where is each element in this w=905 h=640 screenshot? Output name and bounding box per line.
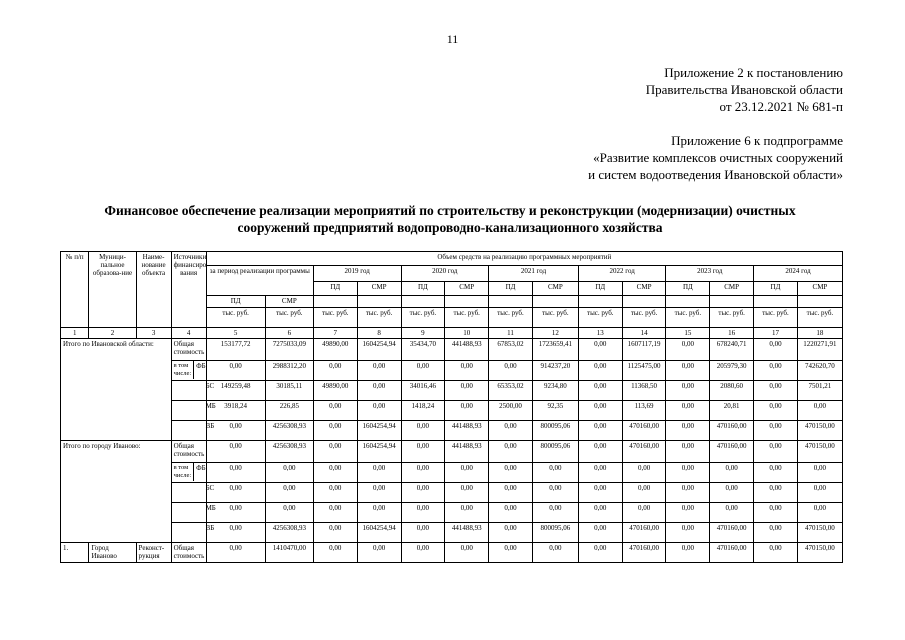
value-cell: 0,00 [206,361,265,381]
unit-cell: тыс. руб. [489,308,533,328]
page-number: 11 [446,32,459,46]
document-title [40,202,860,236]
value-cell: 0,00 [666,543,710,563]
column-number: 2 [89,328,136,339]
group-label: Итого по Ивановской области: [61,339,172,441]
unit-cell: тыс. руб. [710,308,754,328]
value-cell: 0,00 [754,543,798,563]
value-cell: 2988312,20 [265,361,313,381]
value-cell: 0,00 [710,463,754,483]
value-cell: 1604254,94 [357,421,401,441]
header-year: 2019 год [313,266,401,282]
value-cell: 1604254,94 [357,441,401,463]
column-number: 18 [797,328,842,339]
value-cell: 1607117,19 [622,339,666,361]
column-number: 13 [578,328,622,339]
value-cell: 0,00 [754,483,798,503]
value-cell: 1220271,91 [797,339,842,361]
value-cell: 470160,00 [622,543,666,563]
group-label: Итого по городу Иваново: [61,441,172,543]
header-spacer [401,296,445,308]
header-pd: ПД [578,282,622,296]
value-cell: 4256308,93 [265,523,313,543]
header-pd: ПД [206,296,265,308]
unit-cell: тыс. руб. [622,308,666,328]
column-number: 5 [206,328,265,339]
value-cell: 0,00 [489,441,533,463]
header-num: № п/п [61,252,89,328]
value-cell: 0,00 [313,361,357,381]
value-cell: 0,00 [797,483,842,503]
value-cell: 441488,93 [445,441,489,463]
value-cell: 35434,70 [401,339,445,361]
column-number: 10 [445,328,489,339]
value-cell: 0,00 [357,401,401,421]
column-number: 9 [401,328,445,339]
source-split [171,361,206,381]
value-cell: 0,00 [754,463,798,483]
column-number: 14 [622,328,666,339]
value-cell: 470160,00 [710,441,754,463]
header-smr: СМР [622,282,666,296]
value-cell: 0,00 [666,381,710,401]
value-cell: 11368,50 [622,381,666,401]
value-cell: 0,00 [666,401,710,421]
source-label: БС [171,381,206,401]
value-cell: 0,00 [445,361,489,381]
header-object: Наиме-нование объекта [136,252,171,328]
value-cell: 3918,24 [206,401,265,421]
header-spacer [754,296,798,308]
value-cell: 30185,11 [265,381,313,401]
value-cell: 0,00 [666,483,710,503]
value-cell: 7501,21 [797,381,842,401]
table-row [61,381,843,401]
unit-cell: тыс. руб. [532,308,578,328]
value-cell: 0,00 [797,401,842,421]
header-year: 2020 год [401,266,489,282]
value-cell: 49890,00 [313,339,357,361]
value-cell: 0,00 [357,463,401,483]
appendix-subprogram [588,132,843,183]
value-cell: 65353,02 [489,381,533,401]
header-year: 2021 год [489,266,579,282]
value-cell: 4256308,93 [265,421,313,441]
column-number: 17 [754,328,798,339]
header-spacer [710,296,754,308]
value-cell: 0,00 [666,503,710,523]
header-volume: Объем средств на реализацию программных мероприятий [206,252,842,266]
header-smr: СМР [445,282,489,296]
value-cell: 1410470,00 [265,543,313,563]
value-cell: 1604254,94 [357,339,401,361]
table-row [61,361,843,381]
value-cell: 205979,30 [710,361,754,381]
value-cell: 441488,93 [445,339,489,361]
value-cell: 470150,00 [797,543,842,563]
value-cell: 0,00 [532,543,578,563]
value-cell: 0,00 [754,361,798,381]
unit-cell: тыс. руб. [445,308,489,328]
column-number: 6 [265,328,313,339]
source-label: БС [171,483,206,503]
unit-cell: тыс. руб. [797,308,842,328]
value-cell: 0,00 [206,483,265,503]
value-cell: 0,00 [666,339,710,361]
value-cell: 800095,06 [532,523,578,543]
value-cell: 153177,72 [206,339,265,361]
header-spacer [532,296,578,308]
value-cell: 0,00 [401,361,445,381]
table-row [61,463,843,483]
source-label: ФБ [193,463,208,481]
value-cell: 0,00 [313,503,357,523]
value-cell: 0,00 [357,503,401,523]
header-spacer [622,296,666,308]
value-cell: 0,00 [622,503,666,523]
value-cell: 0,00 [313,463,357,483]
value-cell: 0,00 [313,483,357,503]
column-number: 3 [136,328,171,339]
value-cell: 0,00 [206,441,265,463]
header-smr: СМР [797,282,842,296]
value-cell: 470150,00 [797,523,842,543]
value-cell: 0,00 [666,463,710,483]
value-cell: 0,00 [754,441,798,463]
appendix-line: Правительства Ивановской области [645,82,843,97]
source-label: ВБ [171,421,206,441]
value-cell: 0,00 [666,441,710,463]
appendix-resolution [646,64,843,115]
value-cell: 0,00 [754,339,798,361]
unit-cell: тыс. руб. [357,308,401,328]
unit-cell: тыс. руб. [754,308,798,328]
value-cell: 470150,00 [797,421,842,441]
value-cell: 0,00 [445,463,489,483]
value-cell: 67853,02 [489,339,533,361]
table-row [61,523,843,543]
header-year: 2024 год [754,266,843,282]
value-cell: 20,81 [710,401,754,421]
value-cell: 0,00 [578,441,622,463]
value-cell: 0,00 [578,503,622,523]
municipality-cell: Город Иваново [89,543,136,563]
value-cell: 0,00 [401,421,445,441]
value-cell: 0,00 [445,543,489,563]
appendix-line: «Развитие комплексов очистных сооружений [593,150,843,165]
value-cell: 0,00 [206,503,265,523]
header-pd: ПД [666,282,710,296]
header-pd: ПД [754,282,798,296]
value-cell: 0,00 [401,483,445,503]
value-cell: 0,00 [532,463,578,483]
table-row [61,401,843,421]
value-cell: 0,00 [578,339,622,361]
header-smr: СМР [710,282,754,296]
value-cell: 0,00 [313,421,357,441]
value-cell: 0,00 [313,441,357,463]
incl-label: в том числе: [173,464,192,479]
value-cell: 0,00 [206,523,265,543]
column-number: 11 [489,328,533,339]
value-cell: 4256308,93 [265,441,313,463]
value-cell: 0,00 [489,543,533,563]
value-cell: 0,00 [710,483,754,503]
header-smr: СМР [265,296,313,308]
table-row [61,503,843,523]
value-cell: 0,00 [754,401,798,421]
value-cell: 470160,00 [710,421,754,441]
value-cell: 1604254,94 [357,523,401,543]
value-cell: 800095,06 [532,441,578,463]
value-cell: 441488,93 [445,421,489,441]
value-cell: 0,00 [622,483,666,503]
header-spacer [666,296,710,308]
column-number: 1 [61,328,89,339]
value-cell: 113,69 [622,401,666,421]
value-cell: 0,00 [578,523,622,543]
incl-label: в том числе: [173,362,192,377]
value-cell: 0,00 [754,523,798,543]
header-pd: ПД [401,282,445,296]
table-row [61,483,843,503]
header-smr: СМР [532,282,578,296]
value-cell: 0,00 [401,441,445,463]
value-cell: 0,00 [489,483,533,503]
value-cell: 0,00 [578,543,622,563]
header-year: 2022 год [578,266,666,282]
value-cell: 0,00 [754,381,798,401]
source-label: Общая стоимость [171,339,206,361]
appendix-line: от 23.12.2021 № 681-п [719,99,843,114]
unit-cell: тыс. руб. [206,308,265,328]
column-number: 4 [171,328,206,339]
value-cell: 0,00 [401,463,445,483]
value-cell: 0,00 [401,523,445,543]
value-cell: 0,00 [445,483,489,503]
value-cell: 0,00 [445,401,489,421]
appendix-line: Приложение 2 к постановлению [664,65,843,80]
value-cell: 0,00 [313,543,357,563]
table-row [61,543,843,563]
value-cell: 0,00 [710,503,754,523]
table-row [61,441,843,463]
source-label: ФБ [193,361,208,379]
source-label: МБ [171,401,206,421]
header-spacer [357,296,401,308]
value-cell: 0,00 [578,361,622,381]
value-cell: 7275033,09 [265,339,313,361]
unit-cell: тыс. руб. [401,308,445,328]
source-split [171,463,206,483]
table-row [61,339,843,361]
value-cell: 0,00 [578,401,622,421]
unit-cell: тыс. руб. [313,308,357,328]
source-label: Общая стоимость [171,441,206,463]
value-cell: 0,00 [357,361,401,381]
value-cell: 0,00 [797,503,842,523]
value-cell: 0,00 [666,523,710,543]
header-smr: СМР [357,282,401,296]
header-municipality: Муници-пальное образова-ние [89,252,136,328]
value-cell: 0,00 [754,503,798,523]
value-cell: 0,00 [797,463,842,483]
value-cell: 470160,00 [622,441,666,463]
column-number: 7 [313,328,357,339]
unit-cell: тыс. руб. [666,308,710,328]
header-source: Источники финансиро-вания [171,252,206,328]
value-cell: 49890,00 [313,381,357,401]
value-cell: 0,00 [265,463,313,483]
value-cell: 470160,00 [710,543,754,563]
value-cell: 0,00 [754,421,798,441]
title-line: Финансовое обеспечение реализации мероприятий по строительству и реконструкции (модернизации) очистных [104,203,796,218]
value-cell: 470160,00 [710,523,754,543]
header-spacer [797,296,842,308]
unit-cell: тыс. руб. [265,308,313,328]
object-cell: Реконст-рукция [136,543,171,563]
table-row [61,421,843,441]
value-cell: 0,00 [666,361,710,381]
row-number: 1. [61,543,89,563]
value-cell: 742620,70 [797,361,842,381]
value-cell: 92,35 [532,401,578,421]
value-cell: 1125475,00 [622,361,666,381]
value-cell: 0,00 [489,463,533,483]
value-cell: 0,00 [578,483,622,503]
value-cell: 0,00 [489,503,533,523]
header-spacer [489,296,533,308]
title-line: сооружений предприятий водопроводно-канализационного хозяйства [237,220,663,235]
column-number: 12 [532,328,578,339]
source-label: Общая стоимость [171,543,206,563]
source-label: МБ [171,503,206,523]
value-cell: 9234,80 [532,381,578,401]
source-label: ВБ [171,523,206,543]
appendix-line: и систем водоотведения Ивановской области» [588,167,843,182]
value-cell: 678240,71 [710,339,754,361]
header-spacer [445,296,489,308]
value-cell: 34016,46 [401,381,445,401]
column-number: 15 [666,328,710,339]
table-row [61,328,843,339]
value-cell: 0,00 [357,483,401,503]
value-cell: 149259,48 [206,381,265,401]
value-cell: 470160,00 [622,523,666,543]
header-spacer [578,296,622,308]
value-cell: 0,00 [489,361,533,381]
value-cell: 800095,06 [532,421,578,441]
value-cell: 1418,24 [401,401,445,421]
header-year: 2023 год [666,266,754,282]
value-cell: 914237,20 [532,361,578,381]
value-cell: 0,00 [265,483,313,503]
value-cell: 0,00 [578,381,622,401]
value-cell: 0,00 [489,421,533,441]
value-cell: 2500,00 [489,401,533,421]
value-cell: 0,00 [489,523,533,543]
value-cell: 0,00 [445,503,489,523]
appendix-line: Приложение 6 к подпрограмме [671,133,843,148]
unit-cell: тыс. руб. [578,308,622,328]
value-cell: 0,00 [206,543,265,563]
value-cell: 0,00 [401,503,445,523]
value-cell: 0,00 [357,381,401,401]
value-cell: 0,00 [622,463,666,483]
value-cell: 470150,00 [797,441,842,463]
value-cell: 0,00 [206,421,265,441]
header-pd: ПД [313,282,357,296]
column-number: 8 [357,328,401,339]
value-cell: 470160,00 [622,421,666,441]
value-cell: 1723659,41 [532,339,578,361]
value-cell: 0,00 [532,503,578,523]
value-cell: 0,00 [578,421,622,441]
value-cell: 0,00 [357,543,401,563]
value-cell: 0,00 [265,503,313,523]
value-cell: 0,00 [445,381,489,401]
header-period: за период реализации программы [206,266,313,296]
value-cell: 0,00 [313,401,357,421]
value-cell: 226,85 [265,401,313,421]
value-cell: 0,00 [401,543,445,563]
financing-table [60,251,843,563]
value-cell: 0,00 [206,463,265,483]
table-row [61,252,843,266]
header-pd: ПД [489,282,533,296]
value-cell: 0,00 [532,483,578,503]
value-cell: 2080,60 [710,381,754,401]
value-cell: 0,00 [578,463,622,483]
column-number: 16 [710,328,754,339]
value-cell: 441488,93 [445,523,489,543]
value-cell: 0,00 [666,421,710,441]
header-spacer [313,296,357,308]
value-cell: 0,00 [313,523,357,543]
